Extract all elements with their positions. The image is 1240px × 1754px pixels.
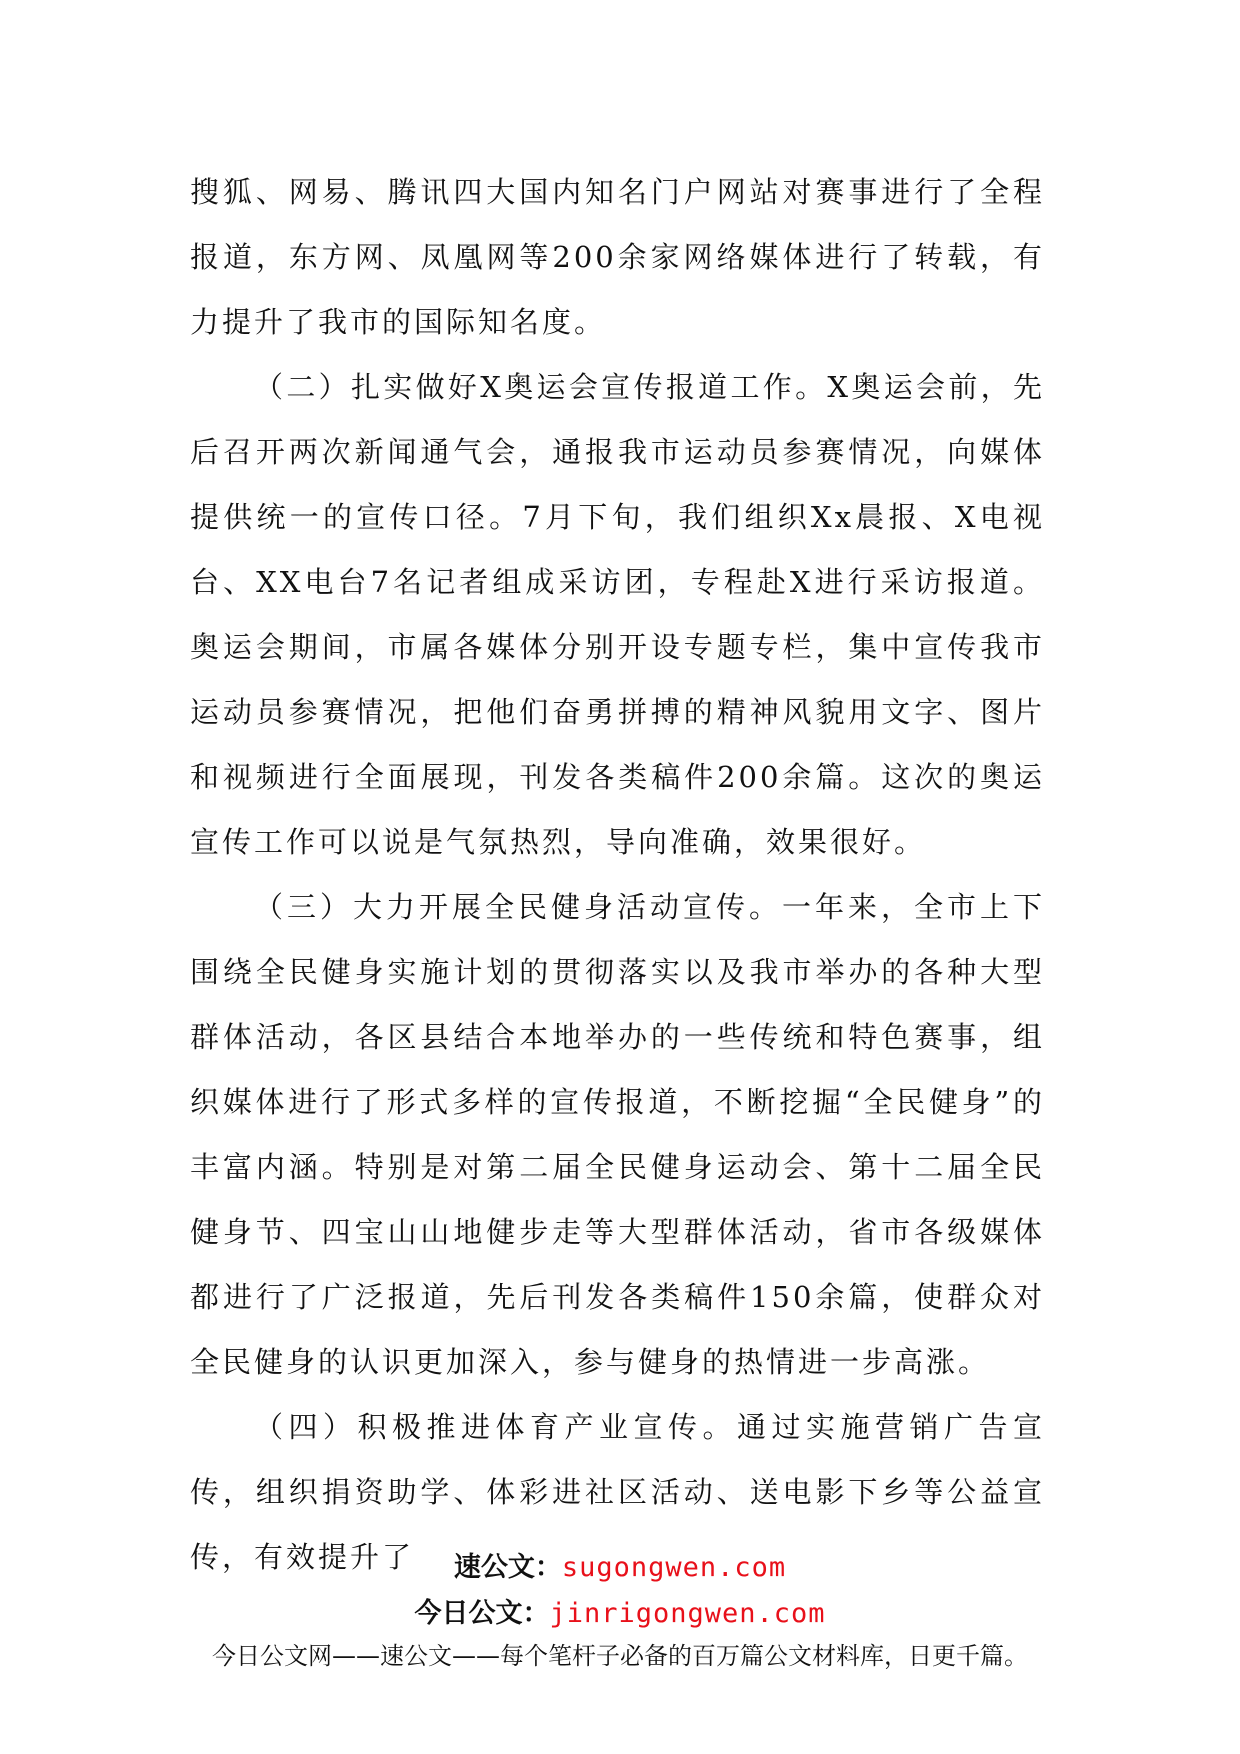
paragraph-1: 搜狐、网易、腾讯四大国内知名门户网站对赛事进行了全程报道，东方网、凤凰网等200余家网络媒体进行了转载，有力提升了我市的国际知名度。	[190, 175, 1045, 339]
paragraph-3: （三）大力开展全民健身活动宣传。一年来，全市上下围绕全民健身实施计划的贯彻落实以及我市举办的各种大型群体活动，各区县结合本地举办的一些传统和特色赛事，组织媒体进行了形式多样的宣传报道，不断挖掘“全民健身”的丰富内涵。特别是对第二届全民健身运动会、第十二届全民健身节、四宝山山地健步走等大型群体活动，省市各级媒体都进行了广泛报道，先后刊发各类稿件150余篇，使群众对全民健身的认识更加深入，参与健身的热情进一步高涨。	[190, 890, 1045, 1379]
footer-link-jinrigongwen[interactable]: jinrigongwen.com	[549, 1598, 826, 1629]
footer-slogan: 今日公文网——速公文——每个笔杆子必备的百万篇公文材料库，日更千篇。	[212, 1642, 1028, 1670]
footer-link-sugongwen[interactable]: sugongwen.com	[561, 1552, 787, 1583]
footer-label-sugongwen: 速公文：	[453, 1552, 562, 1583]
footer-jinrigongwen	[0, 1591, 1240, 1630]
paragraph-4: （四）积极推进体育产业宣传。通过实施营销广告宣传，组织捐资助学、体彩进社区活动、送电影下乡等公益宣传，有效提升了	[190, 1410, 1045, 1574]
paragraph-2: （二）扎实做好X奥运会宣传报道工作。X奥运会前，先后召开两次新闻通气会，通报我市运动员参赛情况，向媒体提供统一的宣传口径。7月下旬，我们组织Xx晨报、X电视台、XX电台7名记者组成采访团，专程赴X进行采访报道。奥运会期间，市属各媒体分别开设专题专栏，集中宣传我市运动员参赛情况，把他们奋勇拼搏的精神风貌用文字、图片和视频进行全面展现，刊发各类稿件200余篇。这次的奥运宣传工作可以说是气氛热烈，导向准确，效果很好。	[190, 370, 1045, 859]
footer-sugongwen	[0, 1545, 1240, 1584]
footer-label-jinrigongwen: 今日公文：	[414, 1598, 550, 1629]
document-body	[190, 160, 1045, 1590]
